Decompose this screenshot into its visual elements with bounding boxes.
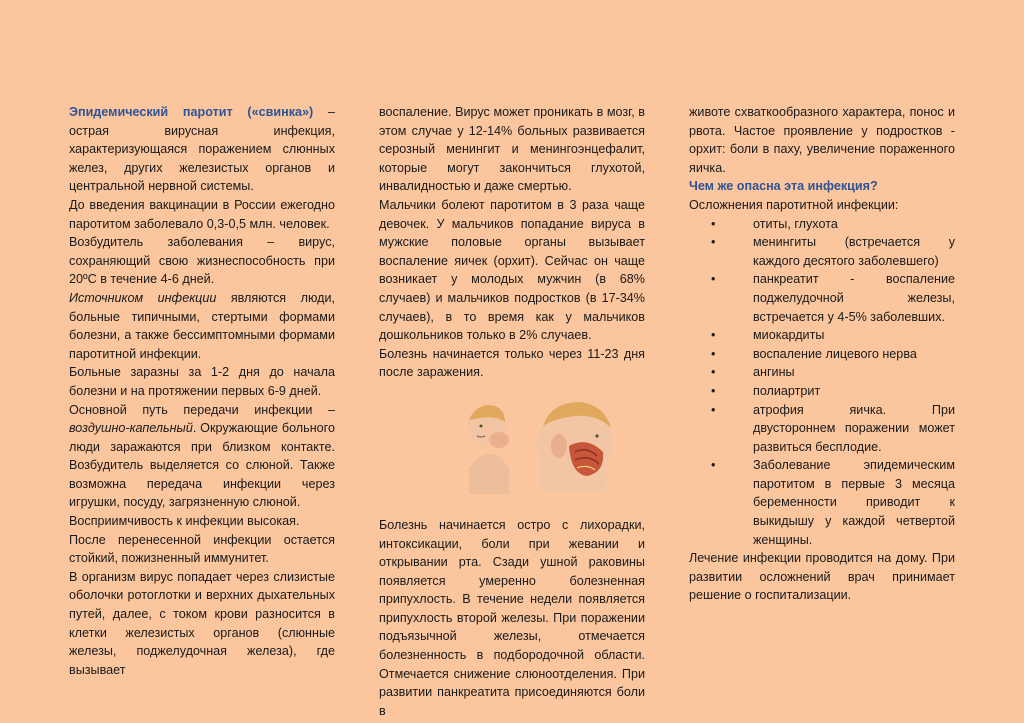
complication-text: полиартрит — [753, 383, 821, 398]
complication-text: миокардиты — [753, 328, 825, 343]
treatment-paragraph: Лечение инфекции проводится на дому. При развитии осложнений врач принимает решение о госпитализации. — [689, 551, 955, 603]
bullet-icon: • — [711, 235, 716, 250]
pathogen-paragraph: Возбудитель заболевания – вирус, сохраняющий свою жизнеспособность при 20ºС в течение 4-6 дней. — [69, 235, 335, 287]
document-title: Эпидемический паротит («свинка») — [69, 105, 314, 119]
bullet-icon: • — [711, 272, 716, 287]
complication-item — [689, 382, 955, 401]
complication-item — [689, 326, 955, 345]
source-paragraph: Источником инфекции являются люди, больные типичными, стертыми формами болезни, а также бессимптомными формами паротитной инфекции. — [69, 290, 335, 361]
bullet-icon: • — [711, 216, 716, 231]
complication-item — [689, 270, 955, 326]
complication-item — [689, 233, 955, 270]
complication-text: отиты, глухота — [753, 216, 838, 231]
column-3 — [689, 103, 955, 605]
onset-paragraph: Болезнь начинается остро с лихорадки, интоксикации, боли при жевании и открывании рта. Сзади ушной раковины появляется умеренно болезненная припухлость. В течение недели появляется припухлость второй железы. При поражении подъязычной железы, отмечается болезненность в подбородочной области. Отмечается снижение слюноотделения. При развитии панкреатита присоединяются боли в — [379, 517, 645, 718]
complication-text: атрофия яичка. При двустороннем поражении может развиться бесплодие. — [753, 402, 955, 454]
complication-item — [689, 456, 955, 549]
complication-text: воспаление лицевого нерва — [753, 346, 917, 361]
complications-list — [689, 215, 955, 550]
transmission-paragraph: Основной путь передачи инфекции – воздушно-капельный. Окружающие больного люди заражаются при близком контакте. Возбудитель выделяется со слюной. Также возможна передача инфекции через игрушки, посуду, загрязненную слюной. — [69, 402, 335, 510]
bullet-icon: • — [711, 328, 716, 343]
bullet-icon: • — [711, 346, 716, 361]
danger-heading: Чем же опасна эта инфекция? — [689, 179, 878, 194]
bullet-icon: • — [711, 365, 716, 380]
column-1 — [69, 103, 335, 679]
brain-paragraph: воспаление. Вирус может проникать в мозг, в этом случае у 12-14% больных развивается серозный менингит и менингоэнцефалит, которые могут закончиться глухотой, инвалидностью и даже смертью. — [379, 105, 645, 194]
complication-text: ангины — [753, 365, 795, 380]
complications-intro: Осложнения паротитной инфекции: — [689, 197, 899, 212]
intro-paragraph: Эпидемический паротит («свинка») – острая вирусная инфекция, характеризующаяся поражением слюнных желез, других железистых органов и центральной нервной системы. — [69, 105, 335, 194]
column-2 — [379, 103, 645, 720]
complication-item — [689, 215, 955, 234]
complication-item — [689, 401, 955, 457]
boys-paragraph: Мальчики болеют паротитом в 3 раза чаще девочек. У мальчиков попадание вируса в мужские половые органы вызывает воспаление яичек (орхит). Сейчас он чаще возникает у молодых мужчин (в 68% случаев) и мальчиков подростков (в 17-34% случаев), в то время как у мальчиков дошкольников только в 2% случаев. — [379, 197, 645, 343]
bullet-icon: • — [711, 383, 716, 398]
bullet-icon: • — [711, 458, 716, 473]
entry-paragraph: В организм вирус попадает через слизистые оболочки ротоглотки и верхних дыхательных путей, далее, с током крови разносится в клетки железистых органов (слюнные железы, поджелудочная железа), где вызывает — [69, 569, 335, 677]
immunity-paragraph: После перенесенной инфекции остается стойкий, пожизненный иммунитет. — [69, 532, 335, 566]
mumps-child-image — [447, 396, 617, 494]
complication-text: Заболевание эпидемическим паротитом в первые 3 месяца беременности приводит к выкидышу у каждой четвертой женщины. — [753, 458, 955, 547]
mumps-illustration — [447, 396, 617, 494]
contagious-paragraph: Больные заразны за 1-2 дня до начала болезни и на протяжении первых 6-9 дней. — [69, 365, 335, 398]
susceptibility-paragraph: Восприимчивость к инфекции высокая. — [69, 514, 300, 529]
bullet-icon: • — [711, 402, 716, 417]
orchitis-paragraph: животе схваткообразного характера, понос и рвота. Частое проявление у подростков - орхит: боли в паху, увеличение пораженного яичка. — [689, 105, 955, 175]
complication-item — [689, 345, 955, 364]
incubation-paragraph: Болезнь начинается только через 11-23 дня после заражения. — [379, 346, 645, 380]
complication-text: менингиты (встречается у каждого десятого заболевшего) — [753, 235, 955, 268]
complication-text: панкреатит - воспаление поджелудочной железы, встречается у 4-5% заболевших. — [753, 272, 955, 324]
complication-item — [689, 363, 955, 382]
vaccination-paragraph: До введения вакцинации в России ежегодно паротитом заболевало 0,3-0,5 млн. человек. — [69, 197, 335, 231]
